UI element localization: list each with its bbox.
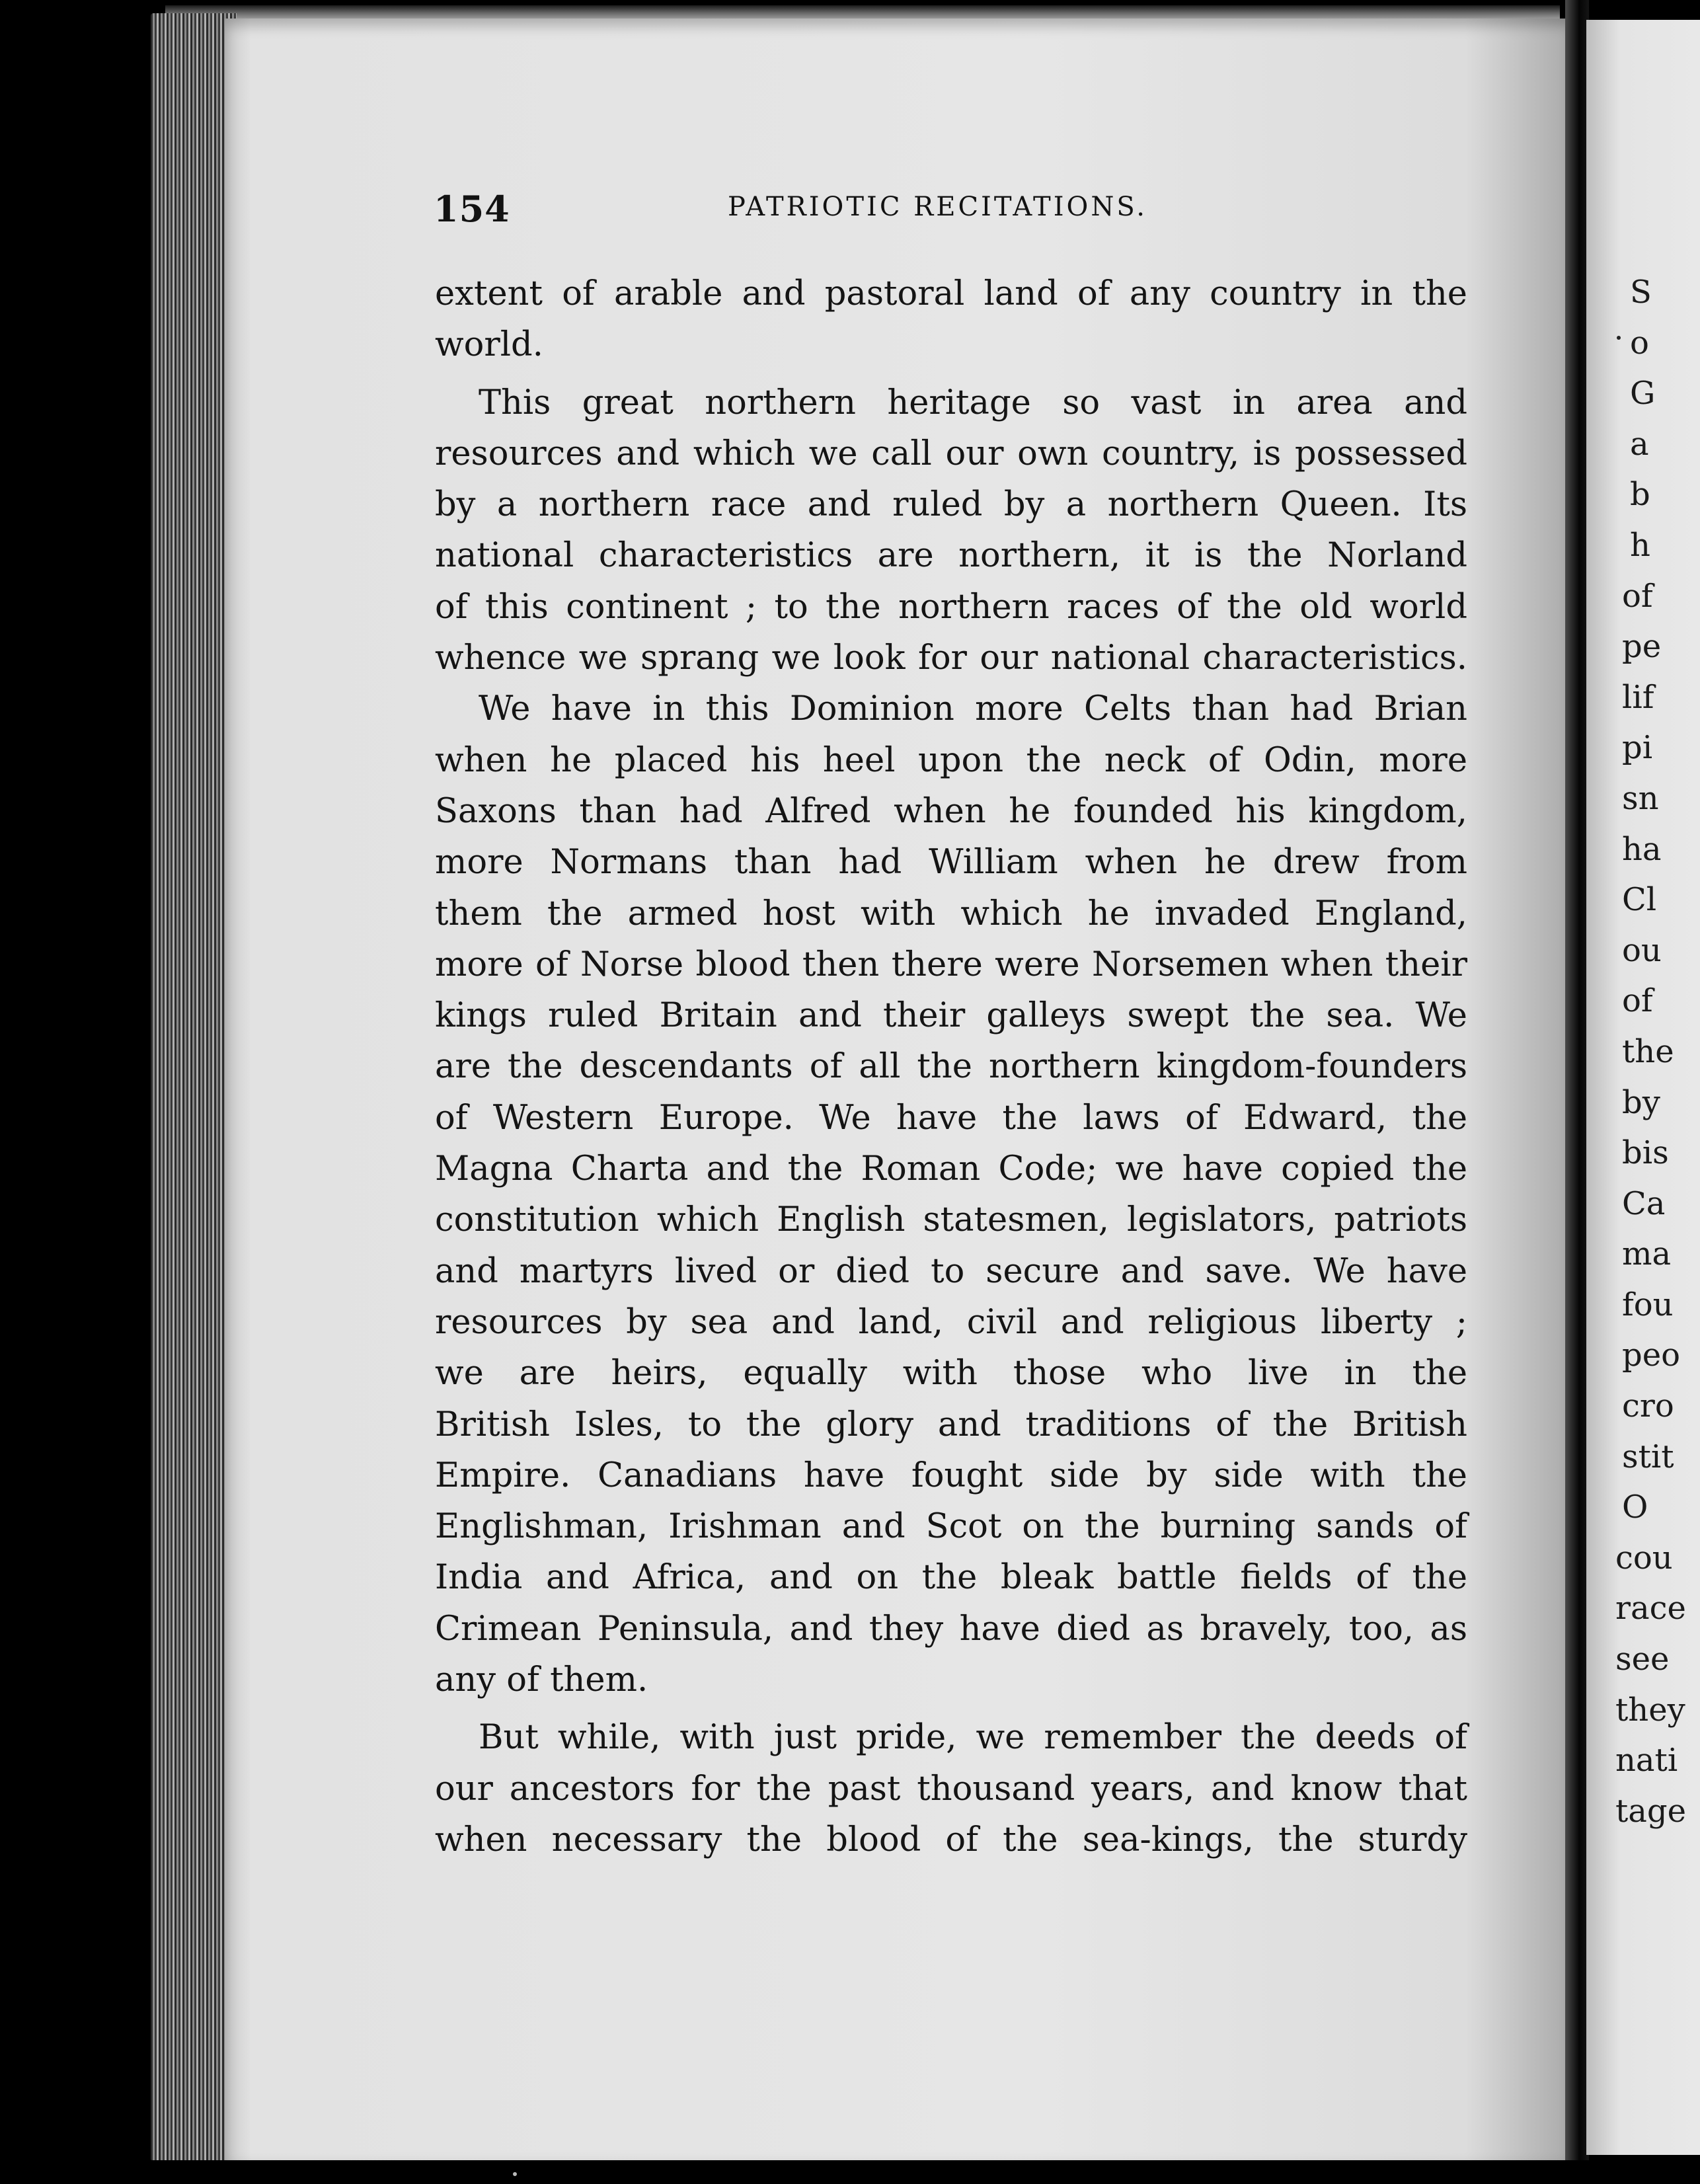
fragment-line: of xyxy=(1622,577,1653,615)
fragment-line: the xyxy=(1622,1033,1674,1070)
text-line: more Normans than had William when he drew from xyxy=(435,843,1467,882)
fragment-line: ou xyxy=(1622,931,1662,969)
text-line: resources by sea and land, civil and religious liberty ; xyxy=(435,1302,1467,1342)
fragment-line: Ca xyxy=(1622,1185,1666,1222)
text-line: national characteristics are northern, it is the Norland xyxy=(435,536,1467,576)
fragment-line: stit xyxy=(1622,1438,1674,1475)
dust-speck xyxy=(1617,336,1621,340)
fragment-line: G xyxy=(1630,375,1656,412)
text-line: world. xyxy=(435,325,543,365)
fragment-line: cro xyxy=(1622,1387,1674,1425)
page-body xyxy=(435,268,1467,1865)
text-line: kings ruled Britain and their galleys swept the sea. We xyxy=(435,996,1467,1036)
text-line: of Western Europe. We have the laws of Edward, the xyxy=(435,1098,1467,1138)
text-line: Magna Charta and the Roman Code; we have copied the xyxy=(435,1150,1467,1189)
text-line: This great northern heritage so vast in area and xyxy=(479,383,1467,422)
fragment-line: b xyxy=(1630,476,1650,514)
text-line: resources and which we call our own country, is possessed xyxy=(435,434,1467,473)
text-line: and martyrs lived or died to secure and save. We have xyxy=(435,1251,1467,1291)
running-title: PATRIOTIC RECITATIONS. xyxy=(728,192,1148,222)
text-line: of this continent ; to the northern races of the old world xyxy=(435,587,1467,627)
text-line: any of them. xyxy=(435,1660,648,1700)
book-gutter xyxy=(1565,0,1589,2184)
text-line: constitution which English statesmen, legislators, patriots xyxy=(435,1200,1467,1240)
paragraph-3 xyxy=(435,683,1467,1705)
fragment-line: h xyxy=(1630,526,1650,564)
fragment-line: o xyxy=(1630,324,1649,362)
fragment-line: nati xyxy=(1615,1742,1678,1779)
text-line: whence we sprang we look for our national characteristics. xyxy=(435,639,1467,678)
text-line: more of Norse blood then there were Norsemen when their xyxy=(435,945,1467,984)
text-line: Empire. Canadians have fought side by side with the xyxy=(435,1456,1467,1495)
book-page-edges xyxy=(151,13,237,2162)
fragment-line: sn xyxy=(1622,779,1659,817)
text-line: Englishman, Irishman and Scot on the burning sands of xyxy=(435,1507,1467,1547)
running-head xyxy=(434,188,1465,234)
text-line: are the descendants of all the northern kingdom-founders xyxy=(435,1047,1467,1087)
fragment-line: see xyxy=(1615,1641,1670,1678)
text-line: when he placed his heel upon the neck of Odin, more xyxy=(435,740,1467,780)
text-line: British Isles, to the glory and traditions of the British xyxy=(435,1405,1467,1444)
fragment-line: tage xyxy=(1615,1792,1687,1830)
fragment-line: by xyxy=(1622,1083,1660,1121)
text-line: India and Africa, and on the bleak battle fields of the xyxy=(435,1558,1467,1598)
fragment-line: they xyxy=(1615,1691,1685,1729)
paragraph-4 xyxy=(435,1712,1467,1865)
fragment-line: S xyxy=(1630,274,1652,311)
text-line: But while, with just pride, we remember the deeds of xyxy=(479,1718,1467,1758)
fragment-line: a xyxy=(1630,425,1649,463)
text-line: Crimean Peninsula, and they have died as bravely, too, as xyxy=(435,1609,1467,1649)
fragment-line: O xyxy=(1622,1489,1648,1526)
scanner-bottom-band xyxy=(0,2160,1700,2184)
text-line: them the armed host with which he invaded England, xyxy=(435,894,1467,933)
right-page-text-fragments xyxy=(1615,267,1687,1836)
text-line: extent of arable and pastoral land of any country in the xyxy=(435,274,1467,313)
paragraph-2 xyxy=(435,377,1467,684)
fragment-line: pi xyxy=(1622,729,1653,767)
text-line: we are heirs, equally with those who live in the xyxy=(435,1354,1467,1393)
fragment-line: fou xyxy=(1622,1286,1674,1323)
fragment-line: ha xyxy=(1622,830,1662,868)
paragraph-1 xyxy=(435,268,1467,371)
fragment-line: ma xyxy=(1622,1235,1672,1273)
page-number: 154 xyxy=(434,188,510,230)
dust-speck xyxy=(513,2172,517,2176)
text-line: our ancestors for the past thousand years, and know that xyxy=(435,1769,1467,1809)
fragment-line: cou xyxy=(1615,1539,1673,1577)
fragment-line: race xyxy=(1615,1590,1686,1627)
fragment-line: pe xyxy=(1622,628,1662,666)
fragment-line: bis xyxy=(1622,1134,1669,1172)
text-line: by a northern race and ruled by a northern Queen. Its xyxy=(435,485,1467,525)
fragment-line: lif xyxy=(1622,678,1654,716)
text-line: Saxons than had Alfred when he founded his kingdom, xyxy=(435,791,1467,831)
text-line: We have in this Dominion more Celts than had Brian xyxy=(479,689,1467,729)
fragment-line: of xyxy=(1622,982,1653,1020)
fragment-line: peo xyxy=(1622,1337,1681,1374)
fragment-line: Cl xyxy=(1622,881,1657,919)
text-line: when necessary the blood of the sea-kings, the sturdy xyxy=(435,1820,1467,1859)
